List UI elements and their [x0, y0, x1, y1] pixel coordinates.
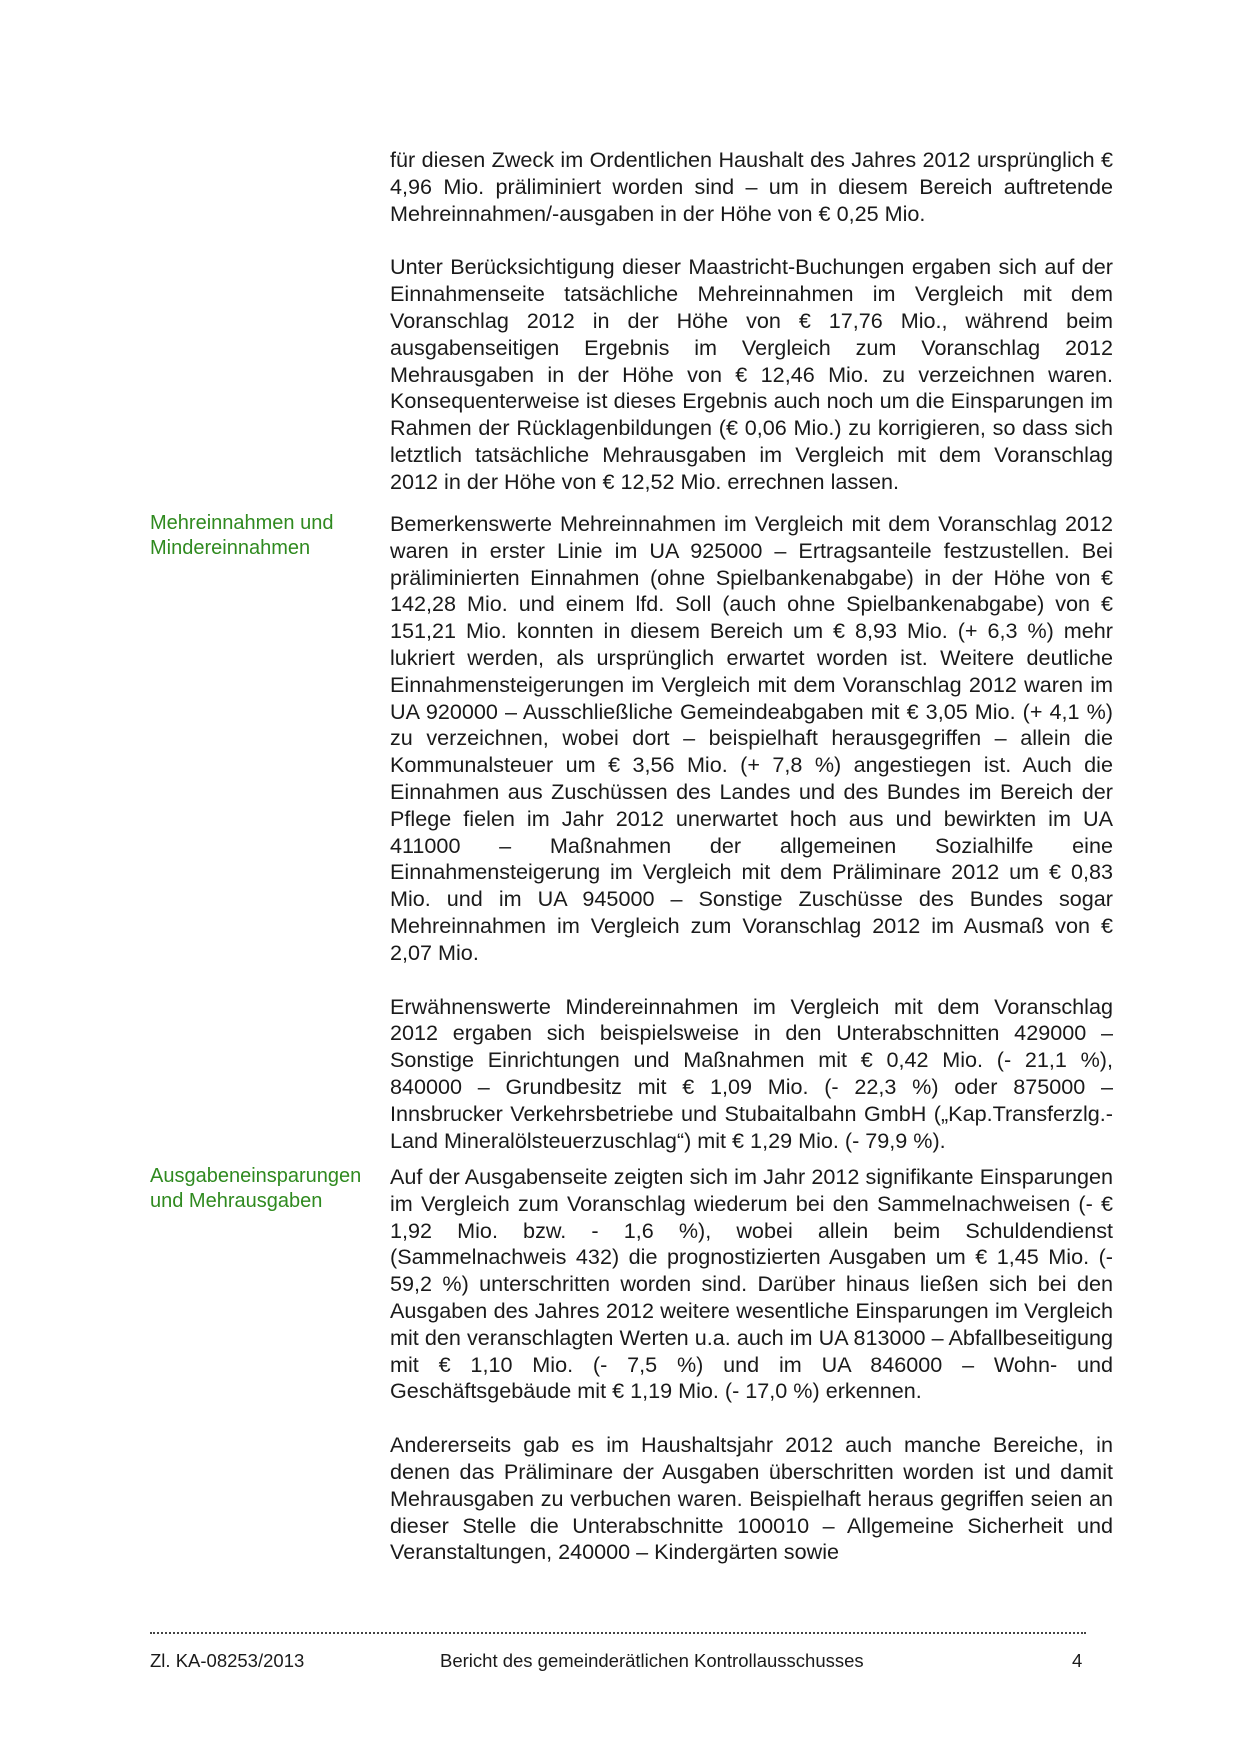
- paragraph: für diesen Zweck im Ordentlichen Haushalt des Jahres 2012 ursprünglich € 4,96 Mio. präliminiert worden sind – um in diesem Bereich auftretende Mehreinnahmen/-ausgaben in der Höhe von € 0,25 Mio.: [390, 147, 1113, 226]
- paragraph: Unter Berücksichtigung dieser Maastricht-Buchungen ergaben sich auf der Einnahmenseite tatsächliche Mehreinnahmen im Vergleich mit dem Voranschlag 2012 in der Höhe von € 17,76 Mio., während beim ausgabenseitigen Ergebnis im Vergleich zum Voranschlag 2012 Mehrausgaben in der Höhe von € 12,46 Mio. zu verzeichnen waren. Konsequenterweise ist dieses Ergebnis auch noch um die Einsparungen im Rahmen der Rücklagenbildungen (€ 0,06 Mio.) zu korrigieren, so dass sich letztlich tatsächliche Mehrausgaben im Vergleich mit dem Voranschlag 2012 in der Höhe von € 12,52 Mio. errechnen lassen.: [390, 254, 1113, 494]
- paragraph: Bemerkenswerte Mehreinnahmen im Vergleich mit dem Voranschlag 2012 waren in erster Linie im UA 925000 – Ertragsanteile festzustellen. Bei präliminierten Einnahmen (ohne Spielbankenabgabe) in der Höhe von € 142,28 Mio. und einem lfd. Soll (auch ohne Spielbankenabgabe) von € 151,21 Mio. konnten in diesem Bereich um € 8,93 Mio. (+ 6,3 %) mehr lukriert werden, als ursprünglich erwartet worden ist. Weitere deutliche Einnahmensteigerungen im Vergleich mit dem Voranschlag 2012 waren im UA 920000 – Ausschließliche Gemeindeabgaben mit € 3,05 Mio. (+ 4,1 %) zu verzeichnen, wobei dort – beispielhaft herausgegriffen – allein die Kommunalsteuer um € 3,56 Mio. (+ 7,8 %) angestiegen ist. Auch die Einnahmen aus Zuschüssen des Landes und des Bundes im Bereich der Pflege fielen im Jahr 2012 unerwartet hoch aus und bewirkten im UA 411000 – Maßnahmen der allgemeinen Sozialhilfe eine Einnahmensteigerung im Vergleich mit dem Präliminare 2012 um € 0,83 Mio. und im UA 945000 – Sonstige Zuschüsse des Bundes sogar Mehreinnahmen im Vergleich zum Voranschlag 2012 im Ausmaß von € 2,07 Mio.: [390, 511, 1113, 965]
- margin-heading-expense: Ausgabeneinsparungen und Mehrausgaben: [150, 1165, 362, 1212]
- margin-heading-income: Mehreinnahmen und Mindereinnahmen: [150, 512, 334, 559]
- body-column: [390, 511, 1113, 1181]
- page-number: 4: [1072, 1650, 1083, 1671]
- footer-title: Bericht des gemeinderätlichen Kontrollausschusses: [440, 1650, 864, 1671]
- paragraph: Auf der Ausgabenseite zeigten sich im Jahr 2012 signifikante Einsparungen im Vergleich zum Voranschlag wiederum bei den Sammelnachweisen (- € 1,92 Mio. bzw. - 1,6 %), wobei allein beim Schuldendienst (Sammelnachweis 432) die prognostizierten Ausgaben um € 1,45 Mio. (- 59,2 %) unterschritten worden sind. Darüber hinaus ließen sich bei den Ausgaben des Jahres 2012 weitere wesentliche Einsparungen im Vergleich mit den veranschlagten Werten u.a. auch im UA 813000 – Abfallbeseitigung mit € 1,10 Mio. (- 7,5 %) und im UA 846000 – Wohn- und Geschäftsgebäude mit € 1,19 Mio. (- 17,0 %) erkennen.: [390, 1164, 1113, 1404]
- footer-divider: [150, 1632, 1086, 1634]
- paragraph: Erwähnenswerte Mindereinnahmen im Vergleich mit dem Voranschlag 2012 ergaben sich beispielsweise in den Unterabschnitten 429000 – Sonstige Einrichtungen und Maßnahmen mit € 0,42 Mio. (- 21,1 %), 840000 – Grundbesitz mit € 1,09 Mio. (- 22,3 %) oder 875000 – Innsbrucker Verkehrsbetriebe und Stubaitalbahn GmbH („Kap.Transferzlg.-Land Mineralölsteuerzuschlag“) mit € 1,29 Mio. (- 79,9 %).: [390, 993, 1113, 1153]
- body-column: [390, 147, 1113, 523]
- paragraph: Andererseits gab es im Haushaltsjahr 2012 auch manche Bereiche, in denen das Präliminare der Ausgaben überschritten worden ist und damit Mehrausgaben zu verbuchen waren. Beispielhaft heraus gegriffen seien an dieser Stelle die Unterabschnitte 100010 – Allgemeine Sicherheit und Veranstaltungen, 240000 – Kindergärten sowie: [390, 1432, 1113, 1565]
- body-column: [390, 1164, 1113, 1593]
- footer-reference: Zl. KA-08253/2013: [150, 1650, 305, 1671]
